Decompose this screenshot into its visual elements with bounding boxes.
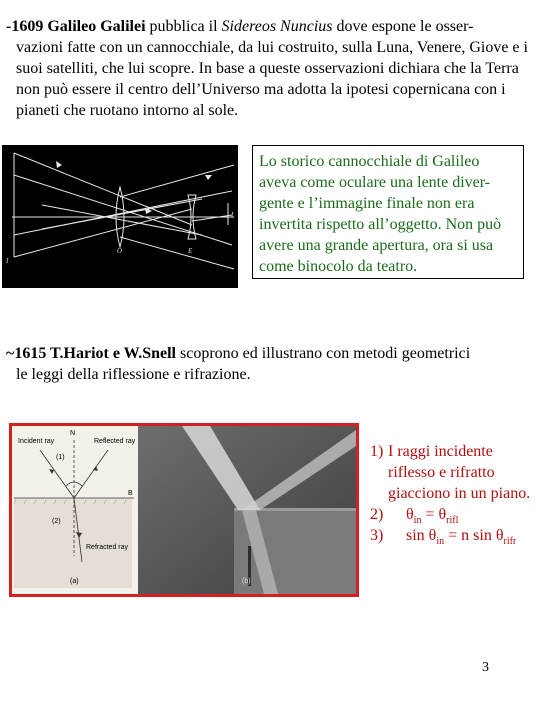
laws-list — [362, 441, 538, 546]
label-eyepiece: E — [188, 247, 193, 255]
law-3-formula: $\sin \theta_{in} = n$ $\sin \theta_{rifr}$ — [406, 527, 517, 548]
label-image-right: I — [231, 211, 234, 219]
law-1 — [362, 441, 538, 504]
galileo-telescope-diagram — [2, 145, 238, 288]
paragraph-hariot-snell — [6, 343, 538, 385]
paragraph-hariot-snell-rest: le leggi della riflessione e rifrazione. — [16, 366, 251, 383]
caption-a: (a) — [70, 578, 79, 585]
law-3-number: 3) — [370, 527, 384, 544]
caption-b: (b) — [242, 578, 251, 585]
text-pubblica: pubblica il — [149, 18, 218, 35]
label-medium-2: (2) — [52, 518, 61, 525]
label-reflected-ray: Reflected ray — [94, 438, 136, 445]
law-3 — [362, 525, 538, 546]
label-medium-1: (1) — [56, 454, 65, 461]
label-objective: O — [117, 247, 123, 255]
law-2-formula: $\theta_{in} = \theta_{rifl}$ — [406, 506, 459, 527]
book-title: Sidereos Nuncius — [221, 18, 333, 35]
paragraph-galileo — [6, 16, 538, 121]
label-refracted-ray: Refracted ray — [86, 544, 129, 551]
text-scoprono: scoprono ed illustrano con metodi geometrici — [179, 345, 471, 362]
law-2 — [362, 504, 538, 525]
date-1609: -1609 — [6, 18, 44, 35]
ray-diagram — [12, 426, 138, 594]
text-first-line-end: dove espone le osser- — [336, 18, 474, 35]
telescope-note-text: Lo storico cannocchiale di Galileo aveva come oculare una lente diver-gente e l’immagine finale non era invertita rispetto all’oggetto. Non può avere una grande apertura, ora si usa come binocolo da teatro. — [259, 153, 502, 275]
label-boundary: B — [128, 490, 133, 497]
telescope-note-box — [252, 145, 524, 279]
label-incident-ray: Incident ray — [18, 438, 55, 445]
law-2-number: 2) — [370, 506, 384, 523]
refraction-photo — [138, 426, 356, 594]
label-normal: N — [70, 430, 76, 437]
reflection-refraction-figure — [9, 423, 359, 597]
law-1-number: 1) — [370, 443, 384, 460]
label-image-left: I — [6, 257, 9, 265]
paragraph-galileo-rest: vazioni fatte con un cannocchiale, da lui costruito, sulla Luna, Venere, Giove e i suoi satelliti, che lui scopre. In base a queste osservazioni dichiara che la Terra non può essere il centro dell’Universo ma adotta la ipotesi copernicana con i pianeti che ruotano intorno al sole. — [16, 39, 528, 119]
galileo-name: Galileo Galilei — [47, 18, 146, 35]
page-number: 3 — [482, 660, 489, 675]
law-1-text: I raggi incidente riflesso e rifratto giacciono in un piano. — [388, 443, 531, 502]
hariot-snell-names: T.Hariot e W.Snell — [50, 345, 176, 362]
date-1615: ~1615 — [6, 345, 47, 362]
